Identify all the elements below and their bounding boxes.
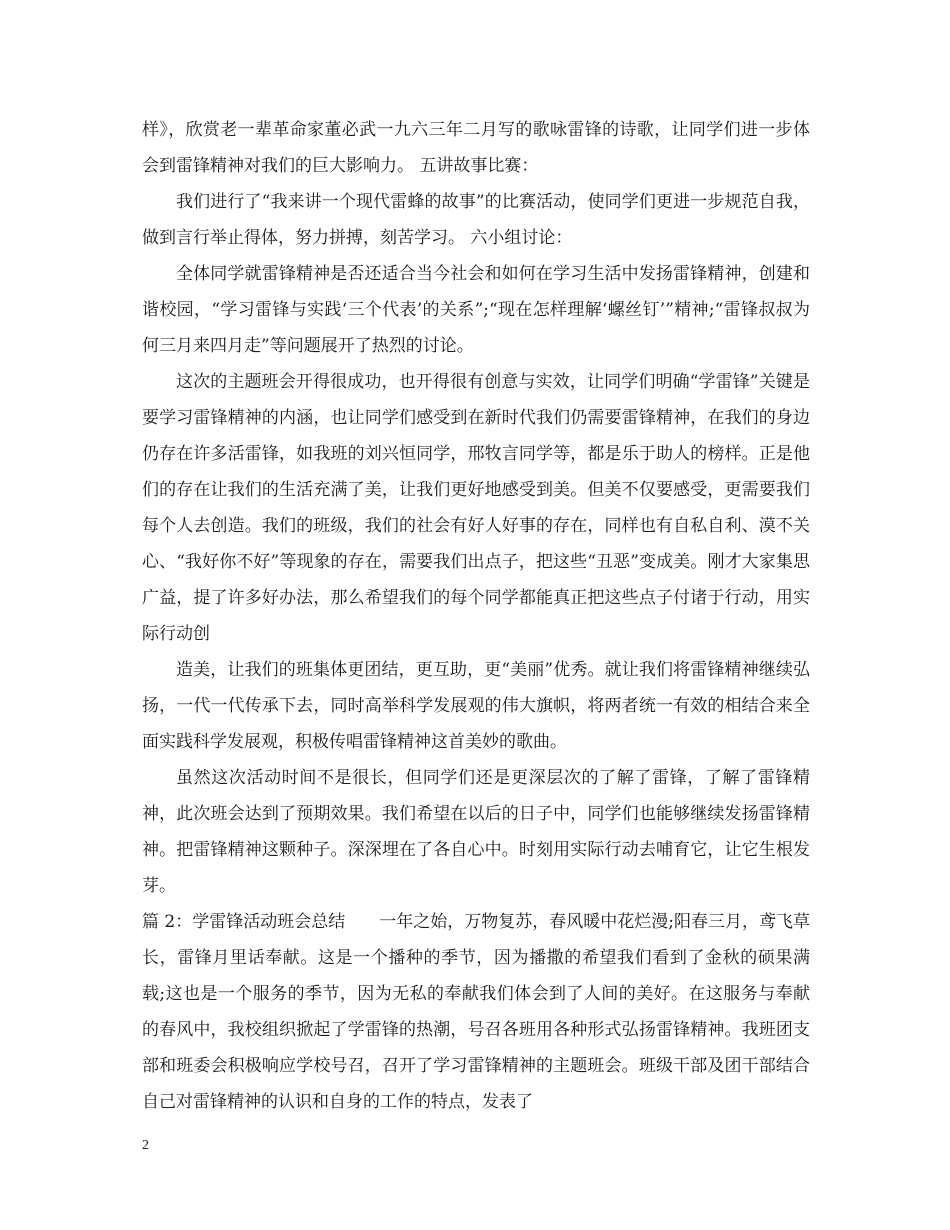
paragraph-1: 样》，欣赏老一辈革命家董必武一九六三年二月写的歌咏雷锋的诗歌，让同学们进一步体会到雷锋精神对我们的巨大影响力。 五讲故事比赛： xyxy=(142,120,810,176)
paragraph-5: 造美，让我们的班集体更团结，更互助，更“美丽”优秀。就让我们将雷锋精神继续弘扬，一代一代传承下去，同时高举科学发展观的伟大旗帜，将两者统一有效的相结合来全面实践科学发展观，积极传唱雷锋精神这首美妙的歌曲。 xyxy=(142,660,810,752)
paragraph-3: 全体同学就雷锋精神是否还适合当今社会和如何在学习生活中发扬雷锋精神，创建和谐校园，“学习雷锋与实践‘三个代表’的关系”;“现在怎样理解‘螺丝钉’”精神;“雷锋叔叔为何三月来四月走”等问题展开了热烈的讨论。 xyxy=(142,264,810,356)
document-body xyxy=(142,112,810,1120)
paragraph-2: 我们进行了“我来讲一个现代雷蜂的故事”的比赛活动，使同学们更进一步规范自我，做到言行举止得体，努力拼搏，刻苦学习。 六小组讨论： xyxy=(142,192,810,248)
paragraph-6: 虽然这次活动时间不是很长，但同学们还是更深层次的了解了雷锋，了解了雷锋精神，此次班会达到了预期效果。我们希望在以后的日子中，同学们也能够继续发扬雷锋精神。把雷锋精神这颗种子。深深埋在了各自心中。时刻用实际行动去哺育它，让它生根发芽。 xyxy=(142,768,810,896)
paragraph-4: 这次的主题班会开得很成功，也开得很有创意与实效，让同学们明确“学雷锋”关键是要学习雷锋精神的内涵，也让同学们感受到在新时代我们仍需要雷锋精神，在我们的身边仍存在许多活雷锋，如我班的刘兴恒同学，邢牧言同学等，都是乐于助人的榜样。正是他们的存在让我们的生活充满了美，让我们更好地感受到美。但美不仅要感受，更需要我们每个人去创造。我们的班级，我们的社会有好人好事的存在，同样也有自私自利、漠不关心、“我好你不好”等现象的存在，需要我们出点子，把这些“丑恶”变成美。刚才大家集思广益，提了许多好办法，那么希望我们的每个同学都能真正把这些点子付诸于行动，用实际行动创 xyxy=(142,372,810,644)
page-number: 2 xyxy=(142,1138,149,1153)
paragraph-7: 篇 2：学雷锋活动班会总结 一年之始，万物复苏，春风暖中花烂漫;阳春三月，鸢飞草长，雷锋月里话奉献。这是一个播种的季节，因为播撒的希望我们看到了金秋的硕果满载;这也是一个服务的季节，因为无私的奉献我们体会到了人间的美好。在这服务与奉献的春风中，我校组织掀起了学雷锋的热潮，号召各班用各种形式弘扬雷锋精神。我班团支部和班委会积极响应学校号召，召开了学习雷锋精神的主题班会。班级干部及团干部结合自己对雷锋精神的认识和自身的工作的特点，发表了 xyxy=(142,912,810,1112)
